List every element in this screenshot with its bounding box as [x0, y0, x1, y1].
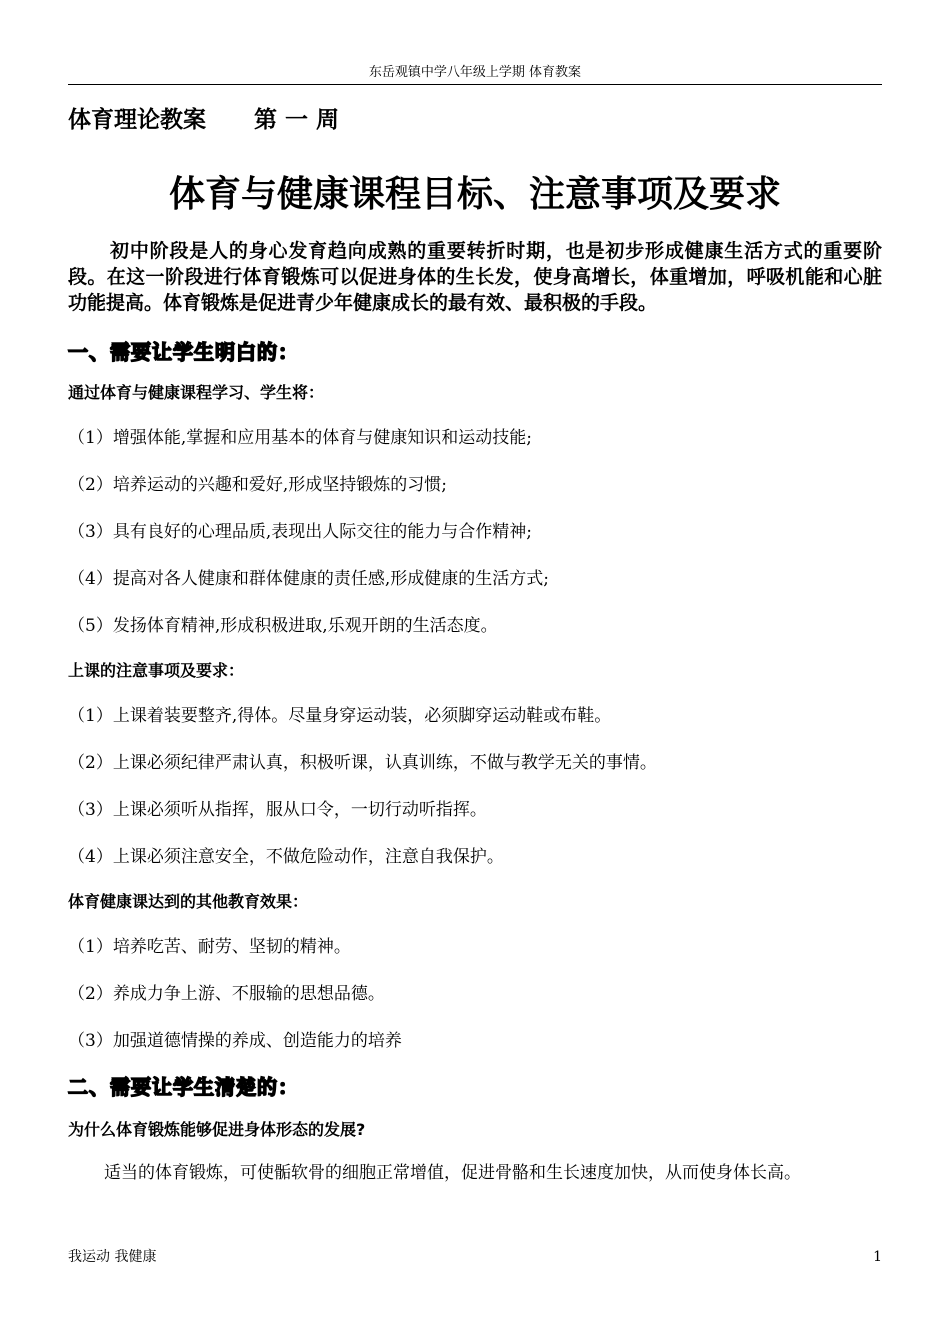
goal-item: （1）增强体能,掌握和应用基本的体育与健康知识和运动技能;: [68, 428, 532, 448]
header-rule: [68, 84, 882, 85]
goal-item: （5）发扬体育精神,形成积极进取,乐观开朗的生活态度。: [68, 616, 498, 636]
rule-item: （3）上课必须听从指挥，服从口令，一切行动听指挥。: [68, 800, 487, 820]
question-heading: 为什么体育锻炼能够促进身体形态的发展?: [68, 1120, 366, 1139]
page-header: 东岳观镇中学八年级上学期 体育教案: [368, 65, 582, 80]
page-number: 1: [873, 1249, 882, 1265]
section2-heading: 二、需要让学生清楚的：: [68, 1075, 299, 1099]
document-body: [68, 100, 882, 1185]
goal-item: （4）提高对各人健康和群体健康的责任感,形成健康的生活方式;: [68, 569, 549, 589]
goal-item: （2）培养运动的兴趣和爱好,形成坚持锻炼的习惯;: [68, 475, 447, 495]
rule-item: （4）上课必须注意安全，不做危险动作，注意自我保护。: [68, 847, 504, 867]
week-line: 体育理论教案 第 一 周: [68, 107, 340, 133]
answer-paragraph: 适当的体育锻炼，可使骺软骨的细胞正常增值，促进骨骼和生长速度加快，从而使身体长高。: [104, 1163, 801, 1183]
effects-heading: 体育健康课达到的其他教育效果：: [68, 892, 309, 911]
rule-item: （2）上课必须纪律严肃认真，积极听课，认真训练，不做与教学无关的事情。: [68, 753, 657, 773]
rules-heading: 上课的注意事项及要求：: [68, 661, 245, 680]
goals-heading: 通过体育与健康课程学习、学生将：: [68, 383, 325, 402]
goal-item: （3）具有良好的心理品质,表现出人际交往的能力与合作精神;: [68, 522, 532, 542]
effect-item: （1）培养吃苦、耐劳、坚韧的精神。: [68, 937, 351, 957]
effect-item: （3）加强道德情操的养成、创造能力的培养: [68, 1031, 402, 1051]
effect-item: （2）养成力争上游、不服输的思想品德。: [68, 984, 385, 1004]
footer-slogan: 我运动 我健康: [68, 1249, 157, 1265]
intro-paragraph: 初中阶段是人的身心发育趋向成熟的重要转折时期，也是初步形成健康生活方式的重要阶段。在这一阶段进行体育锻炼可以促进身体的生长发，使身高增长，体重增加，呼吸机能和心脏功能提高。体育锻炼是促进青少年健康成长的最有效、最积极的手段。: [68, 240, 882, 314]
document-title: 体育与健康课程目标、注意事项及要求: [168, 174, 781, 215]
section1-heading: 一、需要让学生明白的：: [68, 340, 299, 364]
rule-item: （1）上课着装要整齐,得体。尽量身穿运动装，必须脚穿运动鞋或布鞋。: [68, 706, 612, 726]
